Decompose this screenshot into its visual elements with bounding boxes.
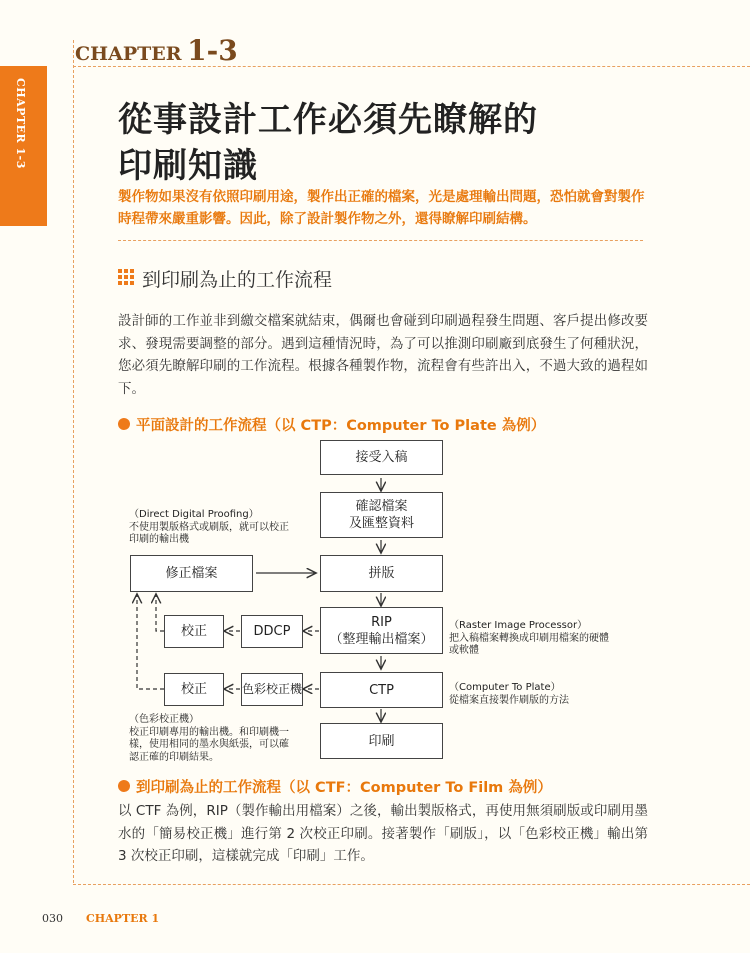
- flow-step-print-label: 印刷: [368, 733, 395, 749]
- flow-step-ctp: [320, 672, 443, 708]
- flow-step-rip: [320, 607, 443, 654]
- flow-step-rip-line2: （整理輸出檔案）: [329, 631, 434, 647]
- flow-step-color-proofer-label: 色彩校正機: [242, 682, 303, 696]
- footer-chapter: CHAPTER 1: [86, 912, 160, 925]
- note-rip: [449, 620, 609, 658]
- flow-step-print: [320, 723, 443, 759]
- flow-step-color-proofer: [241, 673, 303, 706]
- note-ddcp-line2: 不使用製版格式或刷版，就可以校正: [129, 521, 289, 533]
- flow-step-rip-line1: RIP: [371, 614, 392, 630]
- note-ctp-line1: （Computer To Plate）: [449, 682, 561, 693]
- flow-step-ddcp: [241, 615, 303, 648]
- note-rip-line2: 把入稿檔案轉換成印刷用檔案的硬體: [449, 632, 609, 644]
- title-line-1: 從事設計工作必須先瞭解的: [118, 100, 538, 140]
- note-ddcp: [129, 509, 289, 547]
- flow-step-confirm-label: [349, 498, 414, 532]
- flow-step-proof-1-label: 校正: [180, 624, 207, 639]
- subhead-ctf: 到印刷為止的工作流程（以 CTF：Computer To Film 為例）: [136, 780, 552, 796]
- section-body: 設計師的工作並非到繳交檔案就結束，偶爾也會碰到印刷過程發生問題、客戶提出修改要求、發現需要調整的部分。遇到這種情況時，為了可以推測印刷廠到底發生了何種狀況，您必須先瞭解印刷的工作流程。根據各種製作物，流程會有些許出入，不過大致的過程如下。: [118, 313, 648, 397]
- subhead-ctp: 平面設計的工作流程（以 CTP：Computer To Plate 為例）: [136, 418, 546, 434]
- note-color-proofer: [129, 714, 289, 764]
- note-color-line1: （色彩校正機）: [129, 714, 199, 725]
- title-line-2: 印刷知識: [118, 146, 258, 186]
- flow-step-fix-label: 修正檔案: [165, 566, 218, 581]
- page-number: 030: [42, 912, 63, 925]
- side-tab-label: CHAPTER 1-3: [14, 78, 27, 169]
- note-color-line2: 校正印刷專用的輸出機。和印刷機一: [129, 726, 289, 738]
- chapter-word: CHAPTER: [75, 43, 182, 65]
- note-ctp: [449, 682, 569, 707]
- note-ddcp-line3: 印刷的輸出機: [129, 534, 189, 545]
- section-title: 到印刷為止的工作流程: [142, 269, 333, 291]
- flow-step-ctp-label: CTP: [369, 682, 394, 698]
- note-color-line3: 樣，使用相同的墨水與紙張，可以確: [129, 739, 289, 750]
- note-ctp-line2: 從檔案直接製作刷版的方法: [449, 694, 569, 706]
- flow-step-ddcp-label: DDCP: [253, 624, 291, 639]
- flow-step-rip-label: [329, 614, 433, 648]
- note-rip-line1: （Raster Image Processor）: [449, 620, 588, 631]
- flow-step-proof-2-label: 校正: [180, 682, 207, 697]
- flow-step-imposition-label: 拼版: [368, 566, 395, 581]
- flow-step-confirm-line2: 及匯整資料: [348, 516, 414, 531]
- bullet-dot-icon: [118, 780, 130, 792]
- note-ddcp-line1: （Direct Digital Proofing）: [129, 509, 259, 520]
- ctf-body: 以 CTF 為例，RIP（製作輸出用檔案）之後，輸出製版格式，再使用無須刷版或印刷用墨水的「簡易校正機」進行第 2 次校正印刷。接著製作「刷版」，以「色彩校正機」輸出第 3 次校正印刷，這樣就完成「印刷」工作。: [118, 803, 648, 864]
- flow-step-proof-1: [164, 615, 224, 648]
- flow-step-imposition: [320, 555, 443, 592]
- flow-step-confirm-line1: 確認檔案: [355, 499, 408, 514]
- note-rip-line3: 或軟體: [449, 645, 479, 656]
- note-color-line4: 認正確的印刷結果。: [129, 751, 219, 763]
- flow-step-receive: [320, 440, 443, 475]
- flow-step-proof-2: [164, 673, 224, 706]
- lead-paragraph: 製作物如果沒有依照印刷用途，製作出正確的檔案，光是處理輸出問題，恐怕就會對製作時程帶來嚴重影響。因此，除了設計製作物之外，還得瞭解印刷結構。: [118, 189, 645, 227]
- flow-step-fix: [130, 555, 253, 592]
- flow-step-receive-label: 接受入稿: [355, 450, 408, 465]
- chapter-number: 1-3: [187, 34, 238, 67]
- flow-step-confirm: [320, 492, 443, 538]
